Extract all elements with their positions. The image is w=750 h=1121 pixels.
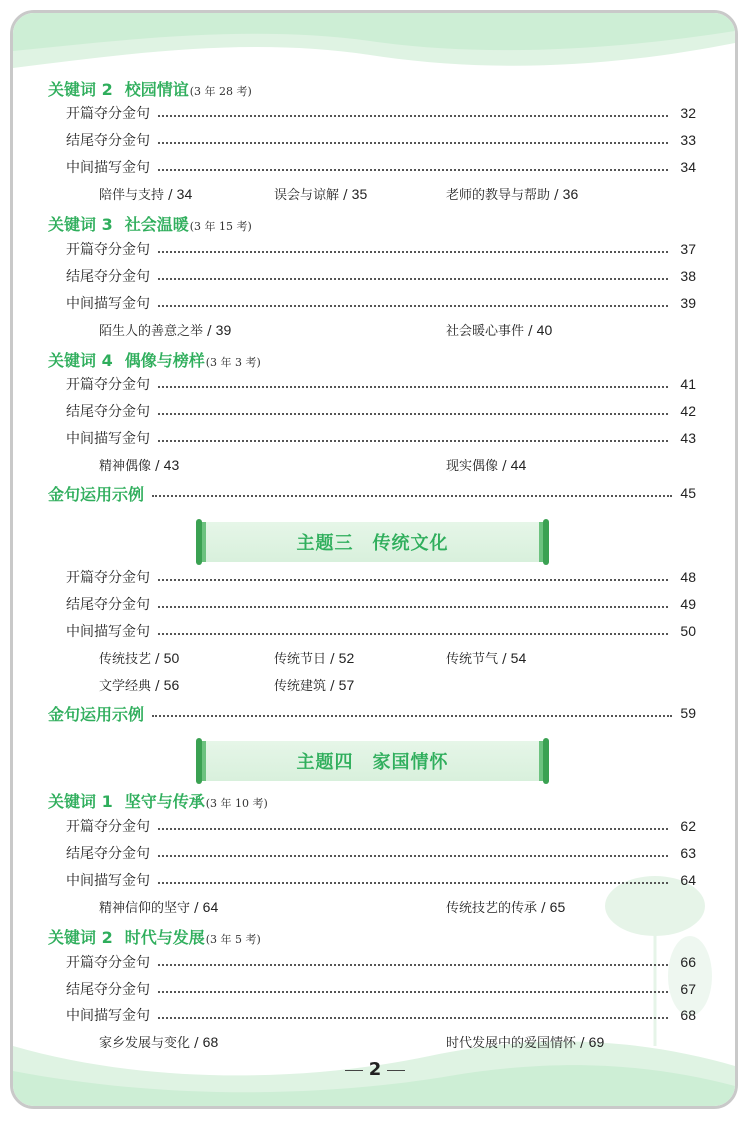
toc-subentry[interactable]: 传统节日 / 52	[274, 650, 355, 667]
toc-subentry[interactable]: 陌生人的善意之举 / 39	[99, 322, 232, 339]
toc-entry[interactable]: 中间描写金句 64	[66, 872, 696, 889]
toc-entry[interactable]: 开篇夺分金句 41	[66, 376, 696, 393]
toc-subentry[interactable]: 时代发展中的爱国情怀 / 69	[446, 1034, 605, 1051]
toc-entry[interactable]: 中间描写金句 68	[66, 1007, 696, 1024]
toc-entry[interactable]: 中间描写金句 34	[66, 159, 696, 176]
golden-sentence-example-entry[interactable]: 金句运用示例 59	[48, 704, 696, 724]
keyword-heading: 关键词 4 偶像与榜样(3 年 3 考)	[48, 351, 261, 370]
toc-subentry[interactable]: 精神信仰的坚守 / 64	[99, 899, 219, 916]
toc-entry[interactable]: 结尾夺分金句 42	[66, 403, 696, 420]
toc-entry[interactable]: 结尾夺分金句 63	[66, 845, 696, 862]
toc-entry[interactable]: 结尾夺分金句 49	[66, 596, 696, 613]
toc-entry[interactable]: 开篇夺分金句 37	[66, 241, 696, 258]
toc-subentry[interactable]: 陪伴与支持 / 34	[99, 186, 193, 203]
theme-title: 主题三 传统文化	[296, 533, 449, 554]
toc-entry[interactable]: 开篇夺分金句 66	[66, 954, 696, 971]
toc-subentry[interactable]: 误会与谅解 / 35	[274, 186, 368, 203]
toc-subentry[interactable]: 传统技艺的传承 / 65	[446, 899, 566, 916]
theme-banner	[200, 741, 545, 781]
toc-entry[interactable]: 开篇夺分金句 48	[66, 569, 696, 586]
theme-banner	[200, 522, 545, 562]
toc-entry[interactable]: 结尾夺分金句 38	[66, 268, 696, 285]
toc-subentry[interactable]: 现实偶像 / 44	[446, 457, 527, 474]
toc-subentry[interactable]: 传统技艺 / 50	[99, 650, 180, 667]
keyword-heading: 关键词 2 时代与发展(3 年 5 考)	[48, 928, 261, 947]
toc-subentry[interactable]: 家乡发展与变化 / 68	[99, 1034, 219, 1051]
toc-subentry[interactable]: 传统节气 / 54	[446, 650, 527, 667]
toc-subentry[interactable]: 传统建筑 / 57	[274, 677, 355, 694]
toc-entry[interactable]: 开篇夺分金句 32	[66, 105, 696, 122]
toc-entry[interactable]: 中间描写金句 43	[66, 430, 696, 447]
keyword-heading: 关键词 1 坚守与传承(3 年 10 考)	[48, 792, 268, 811]
toc-subentry[interactable]: 老师的教导与帮助 / 36	[446, 186, 579, 203]
theme-title: 主题四 家国情怀	[296, 752, 449, 773]
toc-entry[interactable]: 中间描写金句 50	[66, 623, 696, 640]
toc-subentry[interactable]: 精神偶像 / 43	[99, 457, 180, 474]
toc-subentry[interactable]: 社会暖心事件 / 40	[446, 322, 553, 339]
toc-subentry[interactable]: 文学经典 / 56	[99, 677, 180, 694]
toc-entry[interactable]: 结尾夺分金句 67	[66, 981, 696, 998]
keyword-heading: 关键词 3 社会温暖(3 年 15 考)	[48, 215, 252, 234]
keyword-heading: 关键词 2 校园情谊(3 年 28 考)	[48, 80, 252, 99]
toc-entry[interactable]: 开篇夺分金句 62	[66, 818, 696, 835]
page-number: 2	[0, 1059, 750, 1080]
toc-entry[interactable]: 中间描写金句 39	[66, 295, 696, 312]
toc-entry[interactable]: 结尾夺分金句 33	[66, 132, 696, 149]
golden-sentence-example-entry[interactable]: 金句运用示例 45	[48, 484, 696, 504]
